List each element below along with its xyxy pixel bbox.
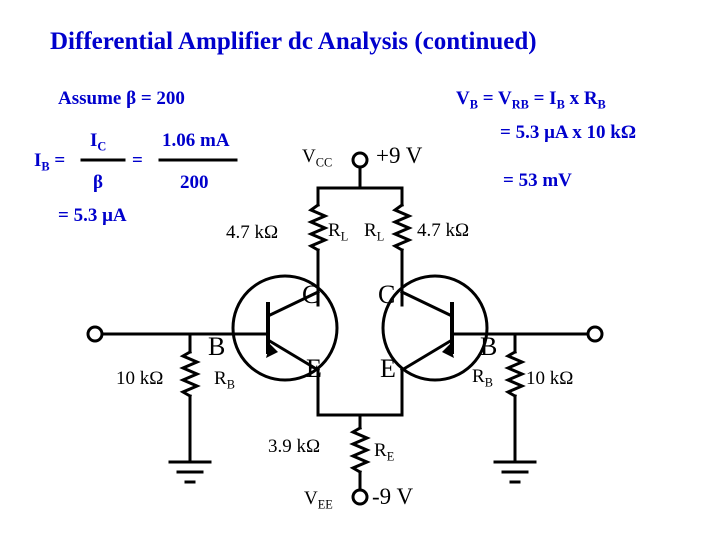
ib-numerator-2: 1.06 mA xyxy=(162,130,230,151)
vcc-label: $V_{CC}$ xyxy=(302,146,333,170)
vb-line-1: $V_B = V_{RB} = I_B$ x $R_B$ xyxy=(456,88,606,112)
rc-left-resistor xyxy=(311,205,325,250)
emitter-left-label: E xyxy=(306,354,322,383)
ib-equals: = xyxy=(132,150,143,171)
vcc-terminal xyxy=(353,153,367,167)
right-input-terminal xyxy=(588,327,602,341)
rb-right-value: 10 kΩ xyxy=(526,368,574,389)
rc-right-resistor xyxy=(395,205,409,250)
ib-denominator-2: 200 xyxy=(180,172,209,193)
ib-denominator: β xyxy=(93,172,104,193)
ib-lhs: $I_B$ = xyxy=(34,150,66,174)
ib-result: = 5.3 μA xyxy=(58,205,127,226)
vb-line-3: = 53 mV xyxy=(503,170,572,191)
emitter-right-label: E xyxy=(380,354,396,383)
vcc-value: +9 V xyxy=(376,143,423,168)
transistor-right xyxy=(383,276,487,380)
rc-left-value: 4.7 kΩ xyxy=(226,222,279,243)
rc-right-value: 4.7 kΩ xyxy=(417,220,470,241)
left-input-terminal xyxy=(88,327,102,341)
collector-right-label: C xyxy=(378,280,396,309)
base-right-label: B xyxy=(480,332,498,361)
vb-line-2: = 5.3 μA x 10 kΩ xyxy=(500,122,637,143)
rb-right-resistor xyxy=(508,352,522,396)
re-resistor xyxy=(353,428,367,472)
slide-title: Differential Amplifier dc Analysis (continued) xyxy=(50,28,537,55)
re-value: 3.9 kΩ xyxy=(268,436,321,457)
collector-left-label: C xyxy=(302,280,320,309)
rc-left-name: $R_L$ xyxy=(328,220,349,244)
base-left-label: B xyxy=(208,332,226,361)
assume-text: Assume β = 200 xyxy=(58,88,185,109)
re-name: $R_E$ xyxy=(374,440,395,464)
rb-left-name: $R_B$ xyxy=(214,368,235,392)
ib-numerator: $I_C$ xyxy=(90,130,107,154)
vee-label: $V_{EE}$ xyxy=(304,488,333,512)
vee-value: -9 V xyxy=(372,484,414,509)
rb-left-value: 10 kΩ xyxy=(116,368,164,389)
vee-terminal xyxy=(353,490,367,504)
rb-right-name: $R_B$ xyxy=(472,366,493,390)
rb-left-resistor xyxy=(183,352,197,396)
rc-right-name: $R_L$ xyxy=(364,220,385,244)
